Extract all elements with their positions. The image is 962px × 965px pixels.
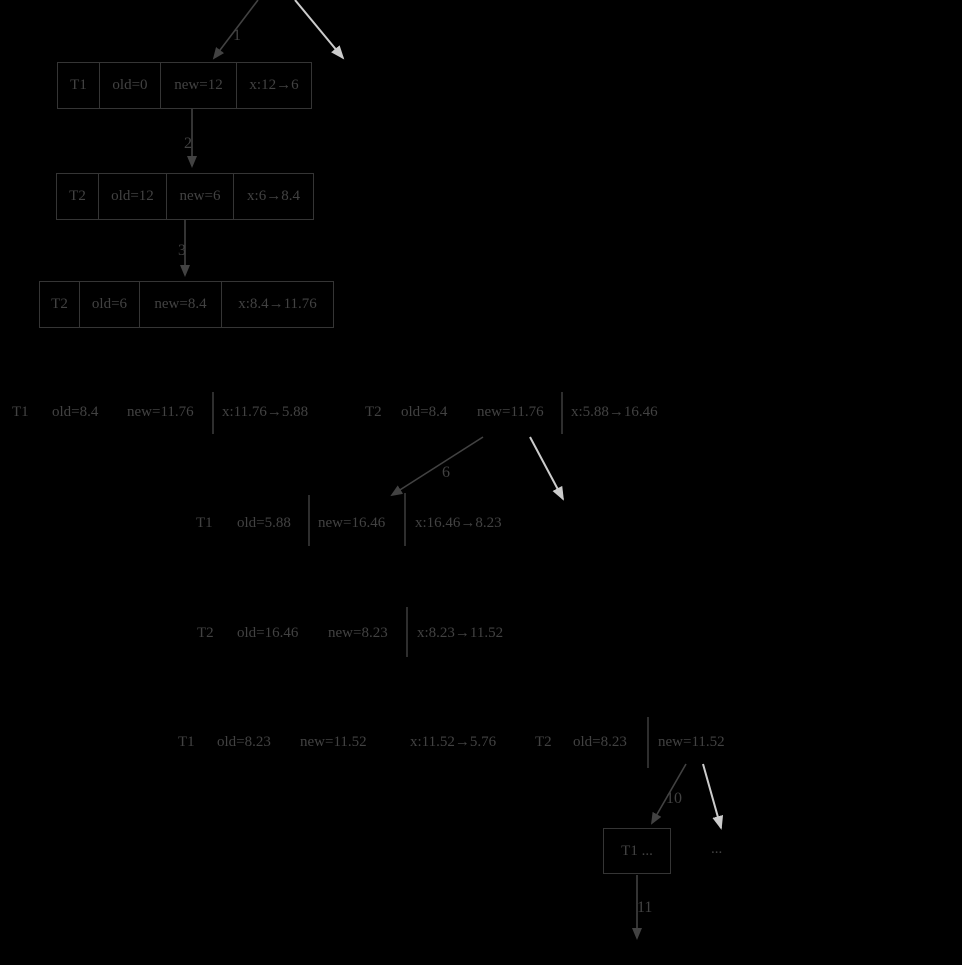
record-row7b-old: old=8.23 <box>573 734 627 750</box>
record-row7b-tag: T2 <box>535 734 552 750</box>
record-row5-tag: T1 <box>196 515 213 531</box>
record-row4b-old: old=8.4 <box>401 404 448 420</box>
edge-step3-label: 3 <box>178 242 186 259</box>
ellipsis-node: ... <box>711 841 723 857</box>
edge-gray-mid-arrow <box>530 437 563 499</box>
record-row4a-tag: T1 <box>12 404 29 420</box>
record-row4b-new: new=11.76 <box>477 404 544 420</box>
edge-step2-label: 2 <box>184 135 192 152</box>
record-box8-label: T1 ... <box>621 842 653 859</box>
record-box1-tag: T1 <box>70 77 87 93</box>
edge-step6-arrow <box>392 437 483 495</box>
record-row5-old: old=5.88 <box>237 515 291 531</box>
record-box1-x: x:12→6 <box>236 63 311 108</box>
record-row6-new: new=8.23 <box>328 625 388 641</box>
record-row7a-tag: T1 <box>178 734 195 750</box>
edge-gray-bottom-arrow <box>703 764 721 828</box>
record-box3-new: new=8.4 <box>139 282 221 327</box>
record-box2-new: new=6 <box>166 174 233 219</box>
record-box2-x: x:6→8.4 <box>233 174 313 219</box>
record-box3 <box>39 281 334 328</box>
record-box1 <box>57 62 312 109</box>
record-row6-x: x:8.23→11.52 <box>417 625 504 641</box>
record-row5-new: new=16.46 <box>318 515 386 531</box>
record-row7a-new: new=11.52 <box>300 734 367 750</box>
record-box3-tag: T2 <box>51 296 68 312</box>
record-box2-old: old=12 <box>98 174 166 219</box>
record-row7a-old: old=8.23 <box>217 734 271 750</box>
record-box3-old: old=6 <box>79 282 139 327</box>
record-row6-tag: T2 <box>197 625 214 641</box>
record-box2-tag: T2 <box>69 188 86 204</box>
record-box2 <box>56 173 314 220</box>
edge-step11-label: 11 <box>637 899 653 916</box>
record-row7a-x: x:11.52→5.76 <box>410 734 497 750</box>
edge-step10-label: 10 <box>666 790 682 807</box>
record-box3-x: x:8.4→11.76 <box>221 282 333 327</box>
edge-step6-label: 6 <box>442 464 450 481</box>
record-row7b-new: new=11.52 <box>658 734 725 750</box>
edge-step1-label: 1 <box>233 27 241 44</box>
record-box1-new: new=12 <box>160 63 236 108</box>
record-box1-old: old=0 <box>99 63 160 108</box>
edge-gray-top-arrow <box>295 0 343 58</box>
record-row4a-new: new=11.76 <box>127 404 194 420</box>
record-box8 <box>603 828 671 874</box>
record-row6-old: old=16.46 <box>237 625 299 641</box>
record-row4b-x: x:5.88→16.46 <box>571 404 658 420</box>
record-row4a-old: old=8.4 <box>52 404 99 420</box>
record-row4b-tag: T2 <box>365 404 382 420</box>
record-row5-x: x:16.46→8.23 <box>415 515 502 531</box>
record-row4a-x: x:11.76→5.88 <box>222 404 309 420</box>
